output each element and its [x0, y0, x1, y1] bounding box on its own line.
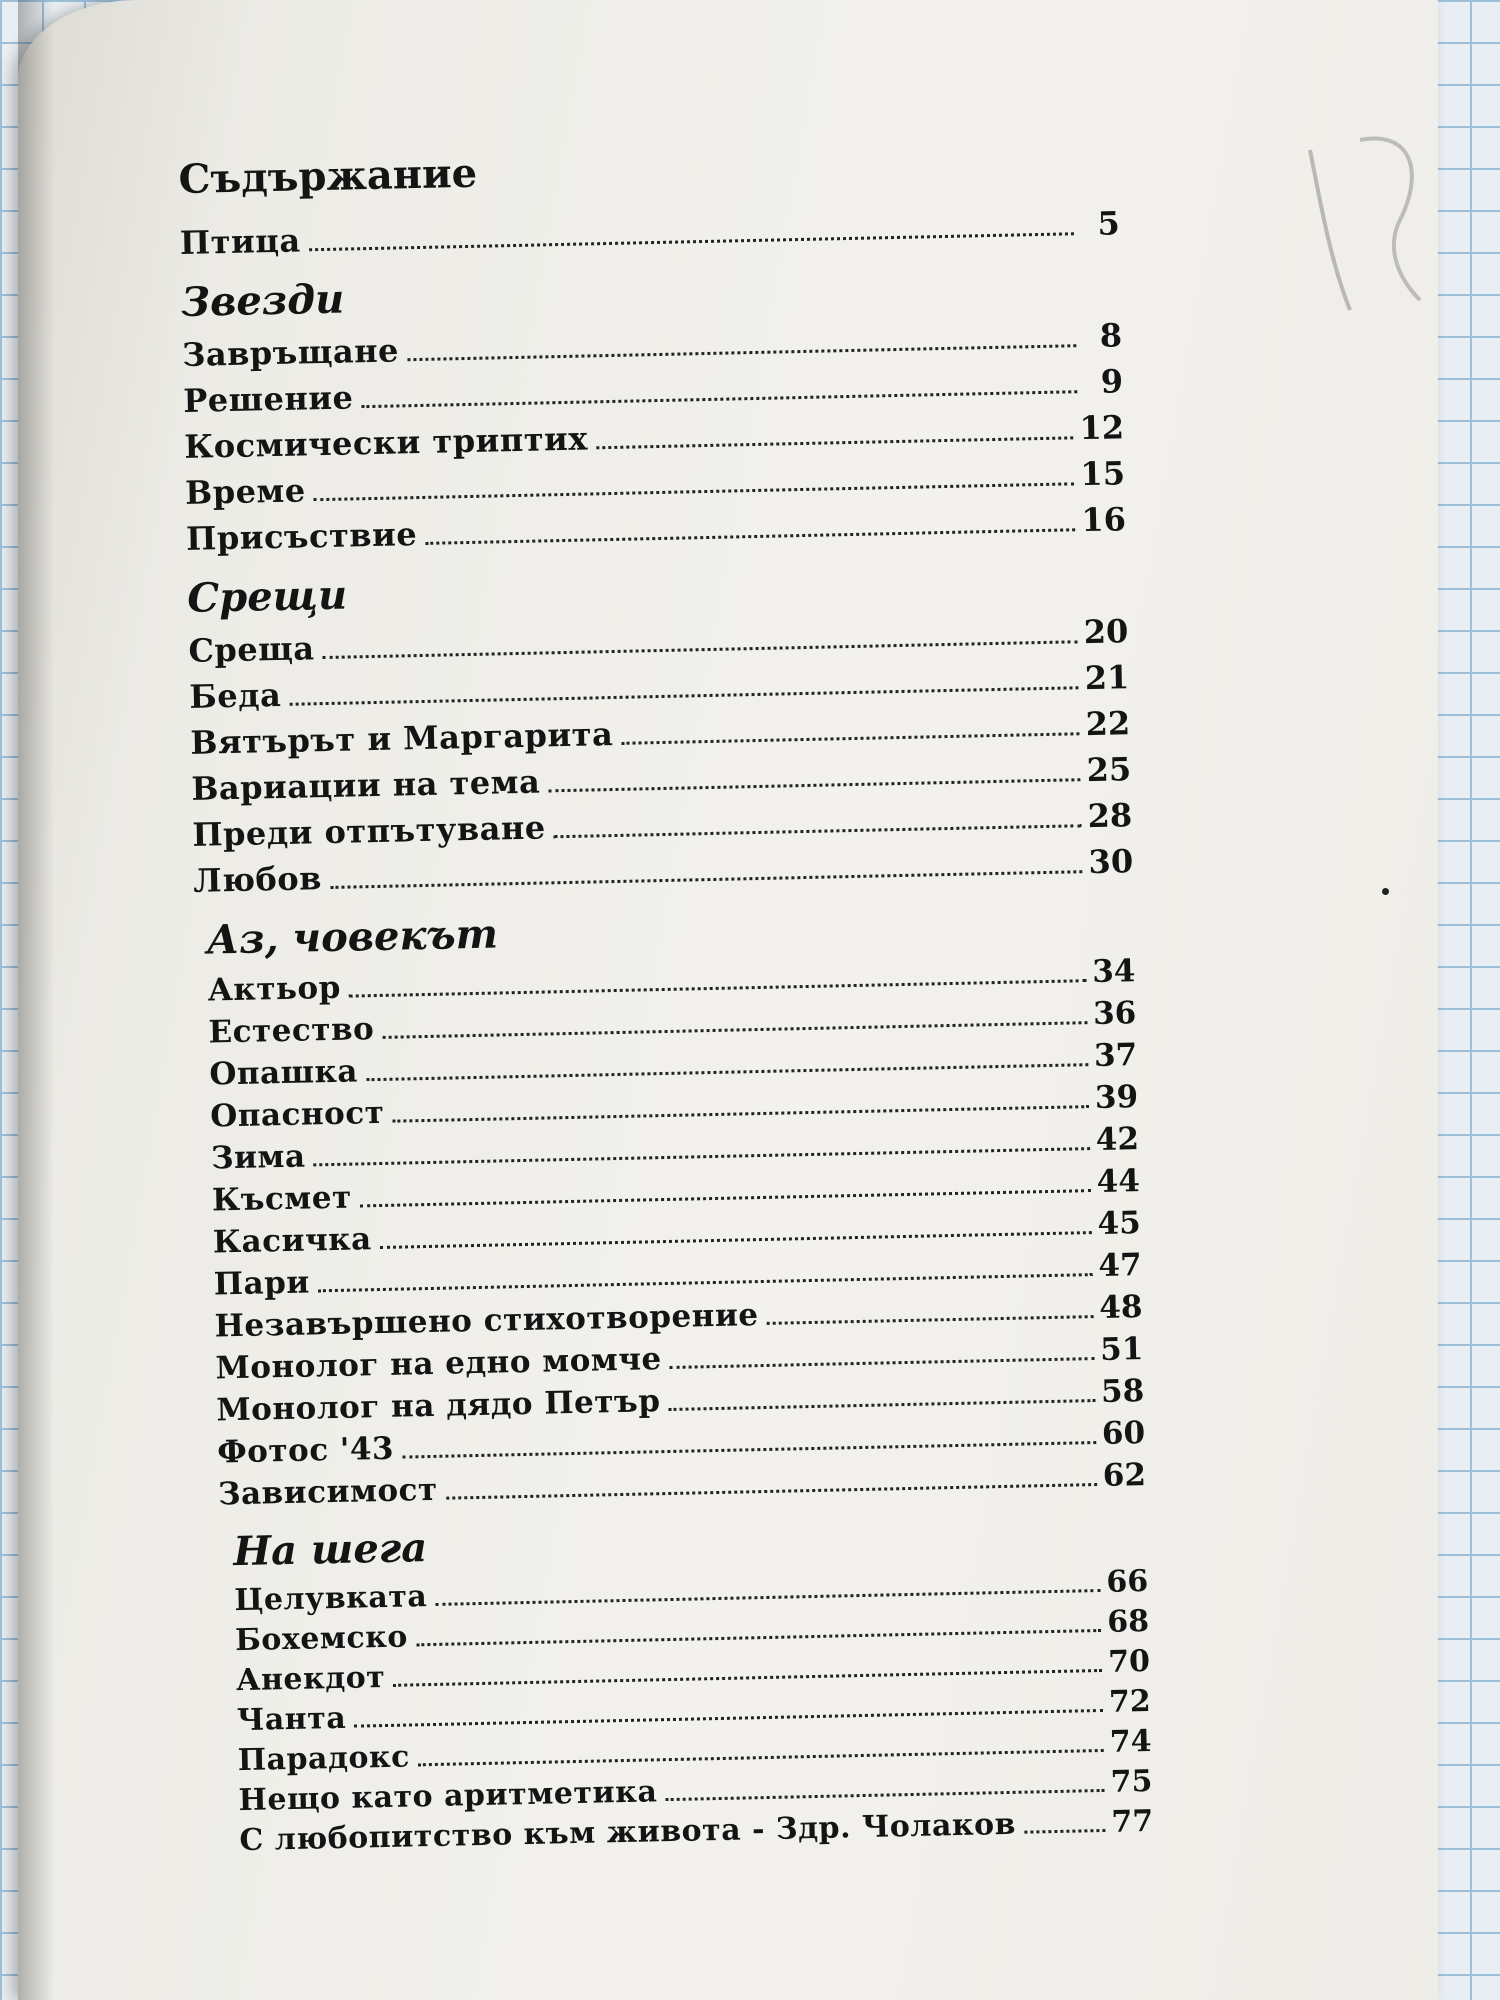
toc-entry-title: Естество: [208, 1011, 375, 1051]
toc-section: [233, 1504, 1154, 1861]
toc-entry-title: Анекдот: [235, 1659, 386, 1699]
toc-entry-title: Време: [184, 471, 306, 512]
toc-entry-title: Бохемско: [234, 1619, 409, 1659]
toc-entry-page: 39: [1094, 1079, 1139, 1117]
toc-entry-title: Любов: [192, 859, 323, 900]
toc-entry-page: 16: [1081, 500, 1127, 540]
toc-entry-title: С любопитство към живота - Здр. Чолаков: [239, 1806, 1017, 1859]
section-heading: На шега: [232, 1524, 428, 1576]
toc-entry-page: 51: [1099, 1331, 1144, 1368]
toc-entry-title: Опасност: [209, 1094, 385, 1135]
dot-leader: [416, 1628, 1102, 1646]
toc-entry-title: Нещо като аритметика: [238, 1774, 658, 1819]
toc-entry-page: 25: [1086, 750, 1132, 790]
toc-entry-title: Монолог на дядо Петър: [216, 1383, 661, 1429]
dot-leader: [669, 1398, 1096, 1411]
dot-leader: [596, 435, 1074, 449]
dot-leader: [670, 1356, 1095, 1369]
table-of-contents: [178, 130, 1154, 1861]
toc-section: [206, 892, 1146, 1515]
toc-entry-page: 66: [1106, 1563, 1149, 1600]
toc-entry-title: Зима: [210, 1138, 306, 1177]
dot-leader: [435, 1588, 1100, 1606]
toc-entry-page: 62: [1102, 1457, 1147, 1494]
toc-entry-page: 30: [1088, 842, 1134, 882]
toc-entry-title: Късмет: [211, 1179, 353, 1219]
toc-entry-page: 48: [1098, 1289, 1143, 1326]
dot-leader: [393, 1668, 1102, 1687]
toc-entry-title: Опашка: [208, 1053, 359, 1093]
dot-leader: [362, 389, 1078, 408]
toc-entry-page: 70: [1107, 1643, 1151, 1680]
toc-entry-page: 60: [1101, 1415, 1146, 1452]
section-heading: Звезди: [180, 275, 345, 326]
dot-leader: [314, 481, 1075, 501]
toc-entry-title: Пари: [213, 1264, 311, 1303]
toc-entry-page: 47: [1098, 1247, 1142, 1284]
section-heading: Аз, човекът: [206, 910, 499, 964]
dot-leader: [323, 639, 1078, 659]
page-spine-shadow: [18, 0, 54, 2000]
toc-entry-page: 77: [1111, 1803, 1154, 1840]
dot-leader: [392, 1104, 1089, 1123]
toc-entry-page: 68: [1106, 1603, 1150, 1640]
toc-entry-page: 8: [1099, 316, 1123, 355]
toc-entry-page: 21: [1084, 658, 1130, 698]
section-heading: Срещи: [186, 571, 348, 622]
toc-entry-title: Птица: [179, 221, 301, 262]
toc-title: Съдържание: [178, 149, 478, 203]
toc-entry: [179, 200, 1120, 266]
dot-leader: [1024, 1828, 1106, 1834]
dot-leader: [309, 231, 1074, 251]
dot-leader: [446, 1482, 1097, 1500]
toc-entry-title: Решение: [182, 378, 354, 420]
toc-entry-page: 44: [1096, 1163, 1141, 1200]
dot-leader: [407, 343, 1076, 361]
toc-entry-page: 9: [1100, 362, 1124, 401]
toc-entry-page: 34: [1091, 953, 1136, 991]
dot-leader: [621, 731, 1080, 745]
toc-entry-title: Завръщане: [181, 331, 400, 374]
toc-entry-page: 75: [1110, 1763, 1153, 1800]
toc-entry-page: 5: [1097, 204, 1121, 243]
ink-dot: [1382, 888, 1389, 895]
toc-entry-title: Среща: [188, 629, 315, 670]
toc-section: [181, 254, 1127, 562]
toc-entry-title: Вятърът и Маргарита: [190, 715, 614, 762]
toc-entry-title: Целувката: [234, 1579, 428, 1619]
toc-section: [187, 550, 1134, 904]
dot-leader: [402, 1440, 1096, 1459]
toc-entry-title: Незавършено стихотворение: [214, 1297, 759, 1345]
toc-entry-page: 58: [1100, 1373, 1145, 1410]
toc-entry-title: Беда: [189, 675, 282, 716]
pencil-scribble-mark: [1290, 110, 1440, 330]
toc-entry-page: 45: [1097, 1205, 1142, 1242]
dot-leader: [418, 1748, 1104, 1766]
toc-entry-page: 22: [1085, 704, 1131, 744]
toc-entry-title: Зависимост: [217, 1471, 439, 1513]
toc-entry-title: Парадокс: [237, 1739, 411, 1779]
toc-entry-page: 28: [1087, 796, 1133, 836]
toc-entry-title: Присъствие: [185, 515, 418, 558]
toc-entry-title: Вариации на тема: [190, 762, 541, 808]
toc-entry-title: Касичка: [212, 1221, 373, 1261]
dot-leader: [382, 1020, 1087, 1039]
dot-leader: [425, 527, 1075, 545]
toc-entry-title: Космически триптих: [183, 419, 589, 466]
dot-leader: [548, 777, 1081, 792]
toc-entry-page: 12: [1079, 408, 1125, 448]
dot-leader: [554, 823, 1082, 838]
toc-entry-title: Чанта: [236, 1700, 347, 1739]
toc-entry-title: Преди отпътуване: [191, 808, 547, 854]
toc-entry-title: Фотос '43: [216, 1430, 395, 1471]
dot-leader: [289, 685, 1079, 706]
toc-entry-page: 37: [1093, 1037, 1138, 1075]
dot-leader: [665, 1788, 1104, 1801]
dot-leader: [380, 1230, 1092, 1249]
toc-intro-group: [179, 200, 1120, 266]
toc-entry-title: Монолог на едно момче: [215, 1341, 663, 1387]
toc-entry-page: 36: [1092, 995, 1137, 1033]
toc-entry-title: Актьор: [207, 969, 342, 1009]
toc-entry-page: 74: [1109, 1723, 1152, 1760]
toc-entry-page: 15: [1080, 454, 1126, 494]
dot-leader: [330, 869, 1083, 889]
toc-entry-page: 20: [1083, 612, 1129, 652]
toc-entry-page: 72: [1108, 1683, 1152, 1720]
dot-leader: [767, 1314, 1094, 1325]
toc-entry-page: 42: [1095, 1121, 1140, 1158]
